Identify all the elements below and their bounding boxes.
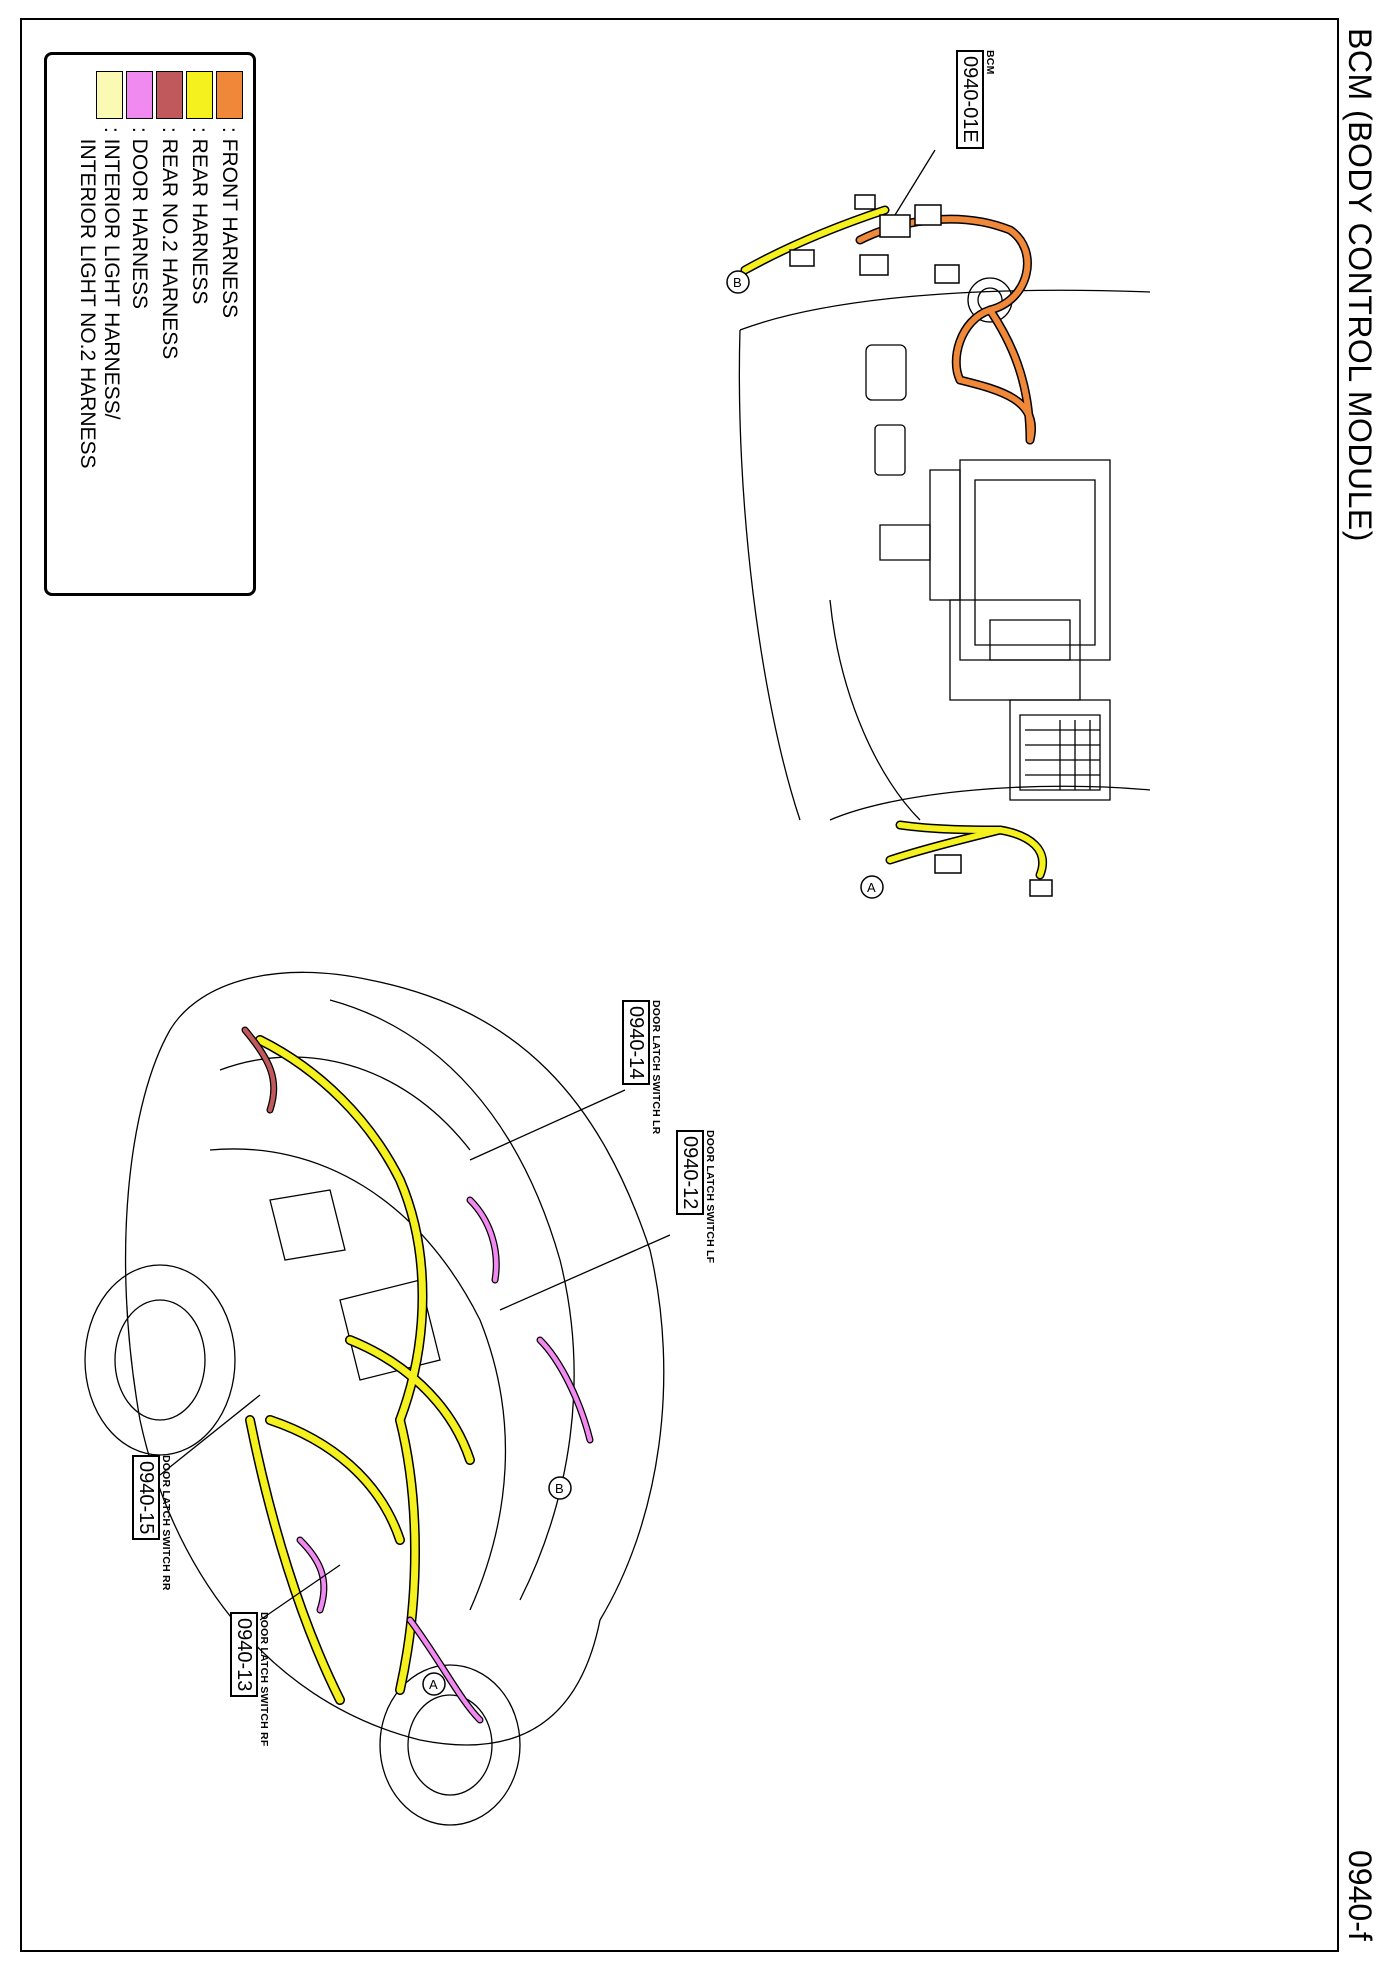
front-harness-wires bbox=[860, 219, 1032, 440]
callout-lf bbox=[676, 1130, 716, 1263]
callout-rf-code: 0940-13 bbox=[230, 1612, 258, 1697]
marker-a-body bbox=[423, 1673, 445, 1695]
callout-bcm-code: 0940-01E bbox=[956, 50, 984, 149]
harness-legend bbox=[44, 52, 256, 596]
legend-item-rear: : REAR HARNESS bbox=[186, 71, 213, 304]
page-code: 0940-f bbox=[1342, 1850, 1378, 1941]
callout-lf-caption: DOOR LATCH SWITCH LF bbox=[704, 1130, 716, 1264]
callout-bcm-caption: BCM bbox=[984, 50, 996, 75]
legend-item-rear2: : REAR NO.2 HARNESS bbox=[156, 71, 183, 359]
dashboard-outline bbox=[739, 278, 1150, 820]
callout-lr-code: 0940-14 bbox=[622, 1000, 650, 1085]
callout-lr-caption: DOOR LATCH SWITCH LR bbox=[650, 1000, 662, 1135]
svg-text:B: B bbox=[733, 275, 742, 290]
callout-lf-code: 0940-12 bbox=[676, 1130, 704, 1215]
legend-swatch-rear2 bbox=[156, 71, 183, 119]
legend-item-interior: : INTERIOR LIGHT HARNESS/ INTERIOR LIGHT NO.2 HARNESS bbox=[75, 71, 123, 469]
svg-text:A: A bbox=[429, 1677, 438, 1692]
callout-lr bbox=[622, 1000, 662, 1134]
legend-item-door: : DOOR HARNESS bbox=[126, 71, 153, 309]
legend-swatch-door bbox=[126, 71, 153, 119]
marker-b-body bbox=[549, 1477, 571, 1499]
legend-item-front: : FRONT HARNESS bbox=[216, 71, 243, 318]
marker-b-top bbox=[727, 271, 749, 293]
legend-swatch-interior bbox=[96, 71, 123, 119]
callout-rf bbox=[230, 1612, 270, 1746]
marker-a-top bbox=[861, 876, 883, 898]
callout-rr bbox=[132, 1455, 172, 1591]
svg-text:B: B bbox=[555, 1481, 564, 1496]
page-title: BCM (BODY CONTROL MODULE) bbox=[1342, 28, 1378, 542]
svg-text:A: A bbox=[867, 880, 876, 895]
legend-swatch-rear bbox=[186, 71, 213, 119]
callout-rr-caption: DOOR LATCH SWITCH RR bbox=[160, 1455, 172, 1591]
body-rear-harness bbox=[250, 1040, 470, 1700]
legend-swatch-front bbox=[216, 71, 243, 119]
callout-bcm bbox=[956, 50, 996, 149]
callout-rr-code: 0940-15 bbox=[132, 1455, 160, 1540]
callout-rf-caption: DOOR LATCH SWITCH RF bbox=[258, 1612, 270, 1747]
